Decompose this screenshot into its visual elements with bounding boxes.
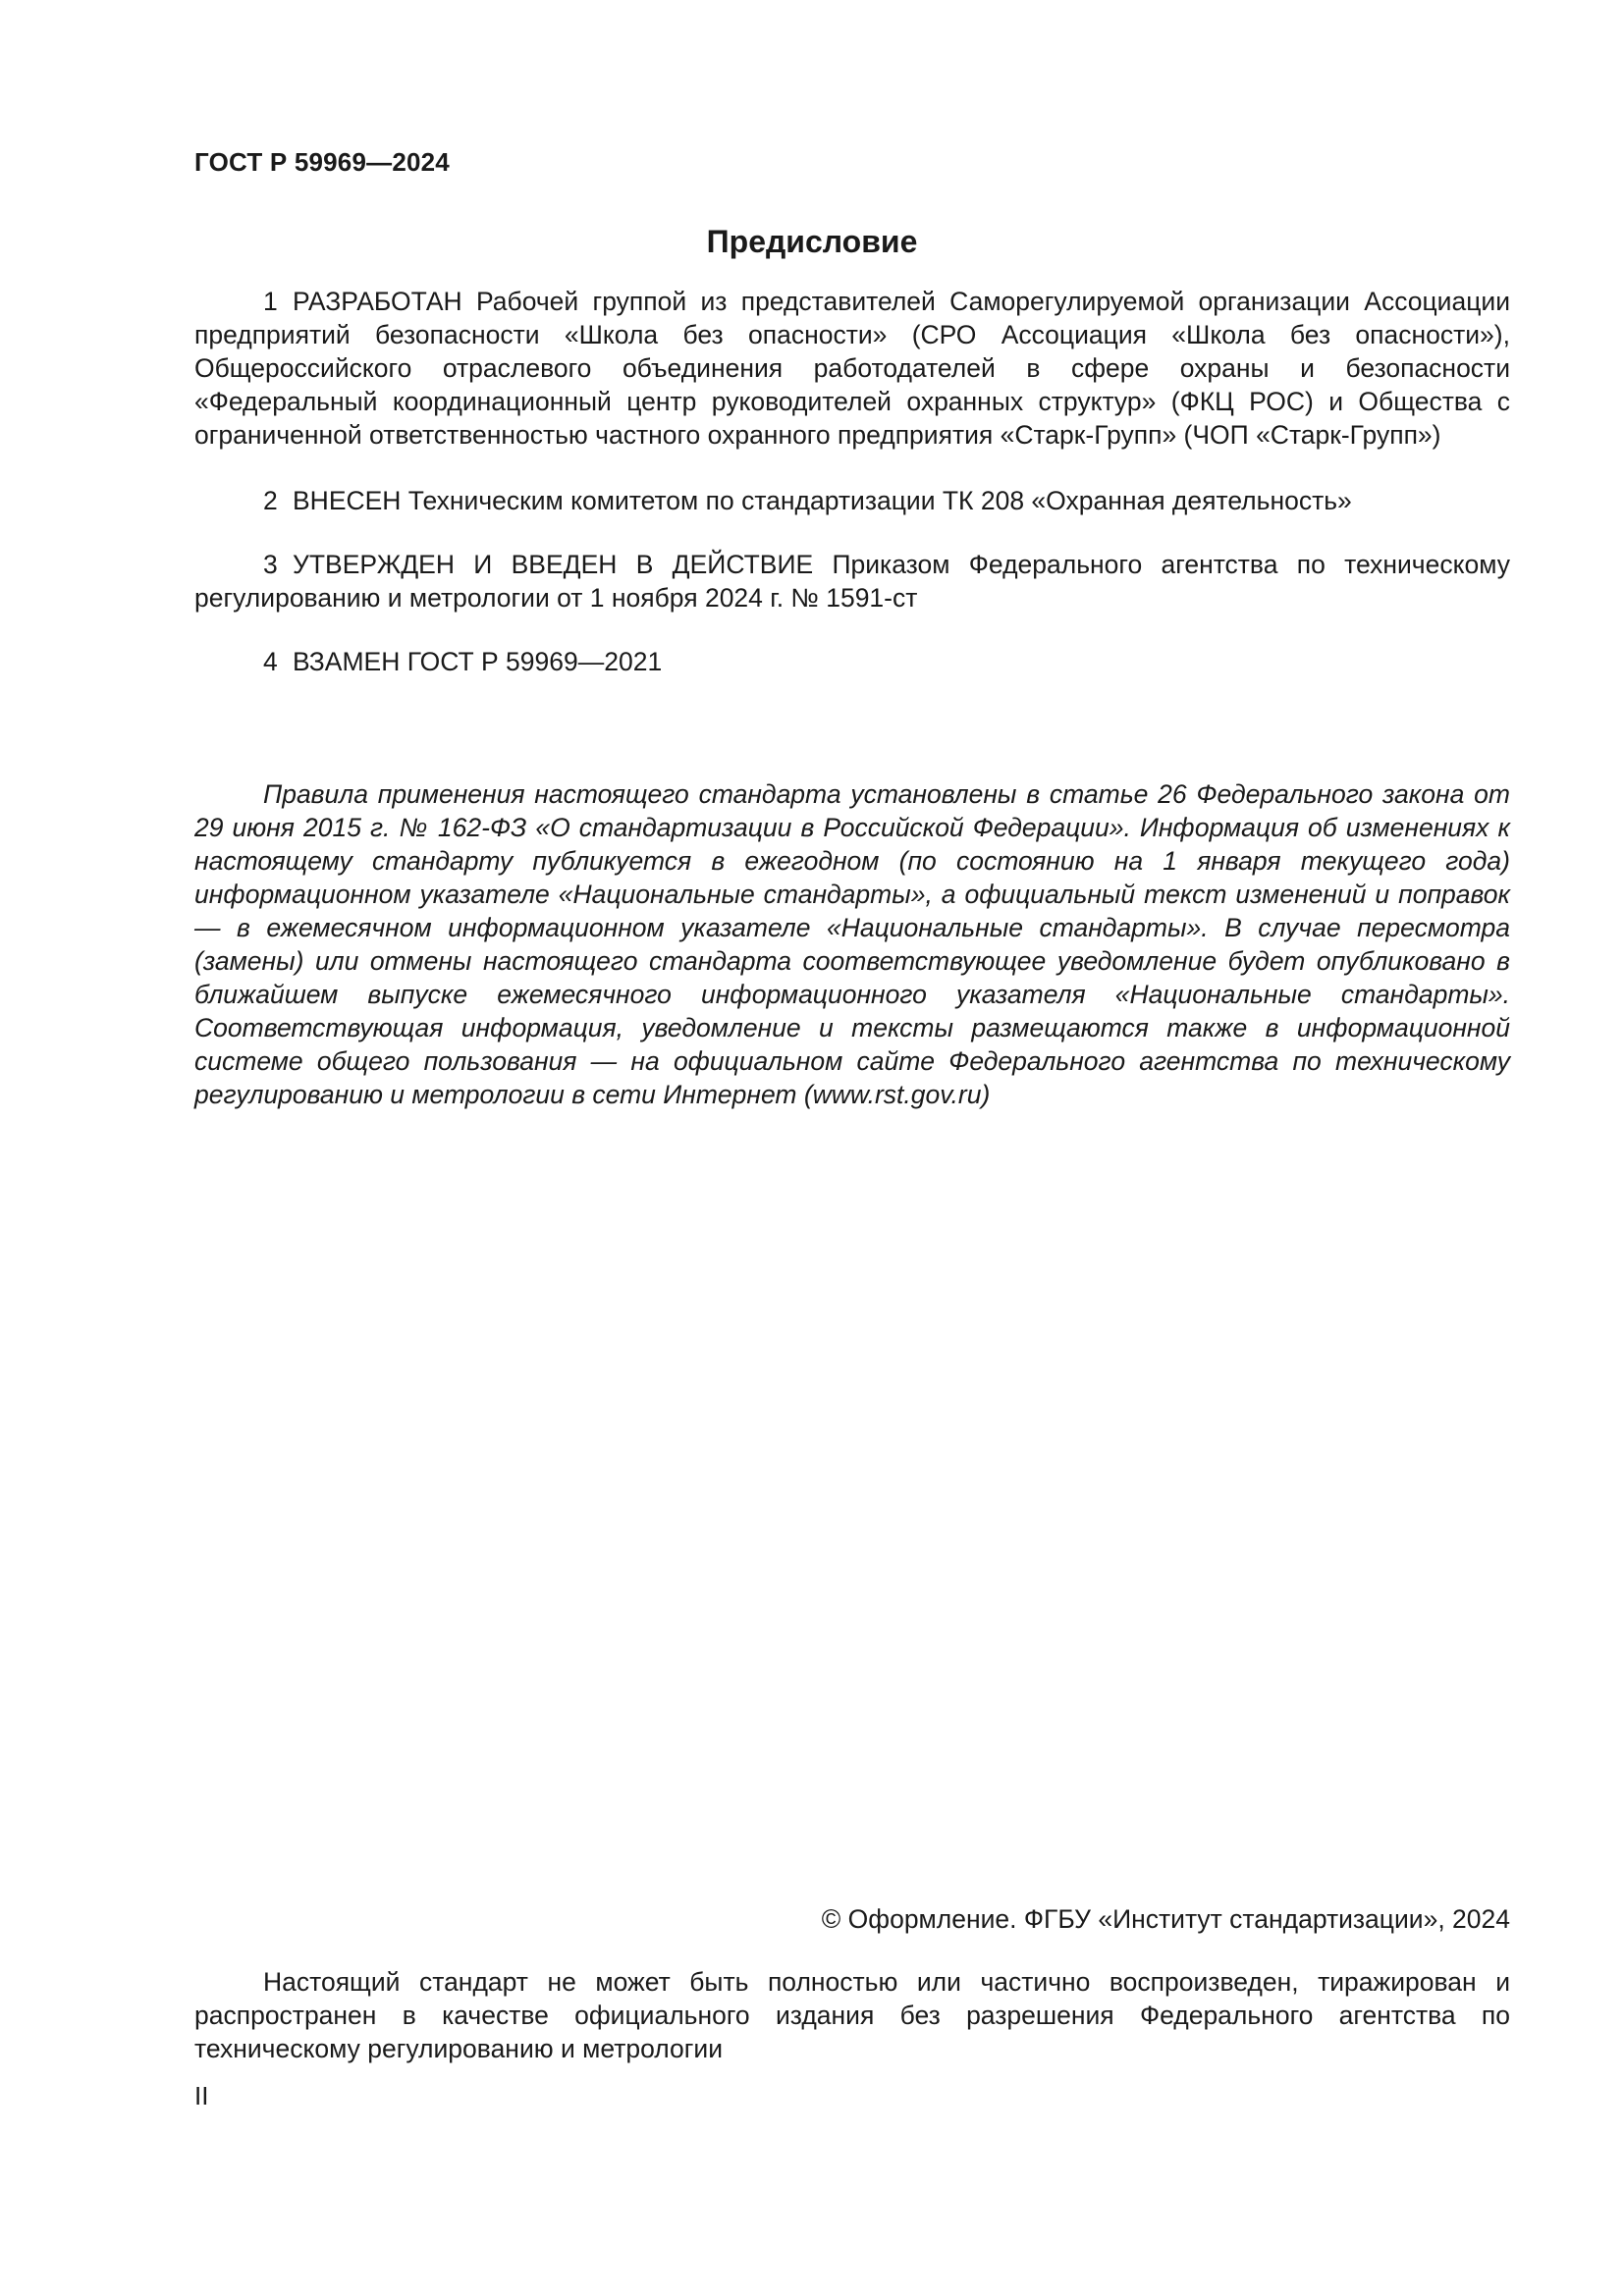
item-number: 1 bbox=[263, 287, 278, 316]
item-number: 3 bbox=[263, 550, 278, 579]
item-number: 4 bbox=[263, 647, 278, 676]
foreword-item-2 bbox=[194, 484, 1510, 517]
page-number: II bbox=[194, 2081, 209, 2110]
foreword-item-4 bbox=[194, 645, 1510, 678]
standard-code: ГОСТ Р 59969—2024 bbox=[194, 147, 450, 177]
item-text: ВЗАМЕН ГОСТ Р 59969—2021 bbox=[293, 647, 663, 676]
item-text: РАЗРАБОТАН Рабочей группой из представителей Саморегулируемой организации Ассоциации предприятий безопасности «Школа без опасности» (СРО Ассоциация «Школа без опасности»), Общероссийского отраслевого объединения работодателей в сфере охраны и безопасности «Федеральный координационный центр руководителей охранных структур» (ФКЦ РОС) и Общества с ограниченной ответственностью частного охранного предприятия «Старк-Групп» (ЧОП «Старк-Групп») bbox=[194, 287, 1510, 450]
foreword-item-3 bbox=[194, 548, 1510, 614]
item-text: УТВЕРЖДЕН И ВВЕДЕН В ДЕЙСТВИЕ Приказом Федерального агентства по техническому регулированию и метрологии от 1 ноября 2024 г. № 1591-ст bbox=[194, 550, 1510, 613]
application-rules-notice: Правила применения настоящего стандарта установлены в статье 26 Федерального закона от 29 июня 2015 г. № 162-ФЗ «О стандартизации в Российской Федерации». Информация об изменениях к настоящему стандарту публикуется в ежегодном (по состоянию на 1 января текущего года) информационном указателе «Национальные стандарты», а официальный текст изменений и поправок — в ежемесячном информационном указателе «Национальные стандарты». В случае пересмотра (замены) или отмены настоящего стандарта соответствующее уведомление будет опубликовано в ближайшем выпуске ежемесячного информационного указателя «Национальные стандарты». Соответствующая информация, уведомление и тексты размещаются также в информационной системе общего пользования — на официальном сайте Федерального агентства по техническому регулированию и метрологии в сети Интернет (www.rst.gov.ru) bbox=[194, 779, 1510, 1109]
foreword-item-1 bbox=[194, 285, 1510, 452]
item-number: 2 bbox=[263, 486, 278, 515]
reproduction-notice: Настоящий стандарт не может быть полностью или частично воспроизведен, тиражирован и распространен в качестве официального издания без разрешения Федерального агентства по техническому регулированию и метрологии bbox=[194, 1967, 1510, 2063]
page-title: Предисловие bbox=[706, 224, 918, 259]
item-text: ВНЕСЕН Техническим комитетом по стандартизации ТК 208 «Охранная деятельность» bbox=[293, 486, 1352, 515]
copyright-line: © Оформление. ФГБУ «Институт стандартизации», 2024 bbox=[821, 1904, 1510, 1934]
